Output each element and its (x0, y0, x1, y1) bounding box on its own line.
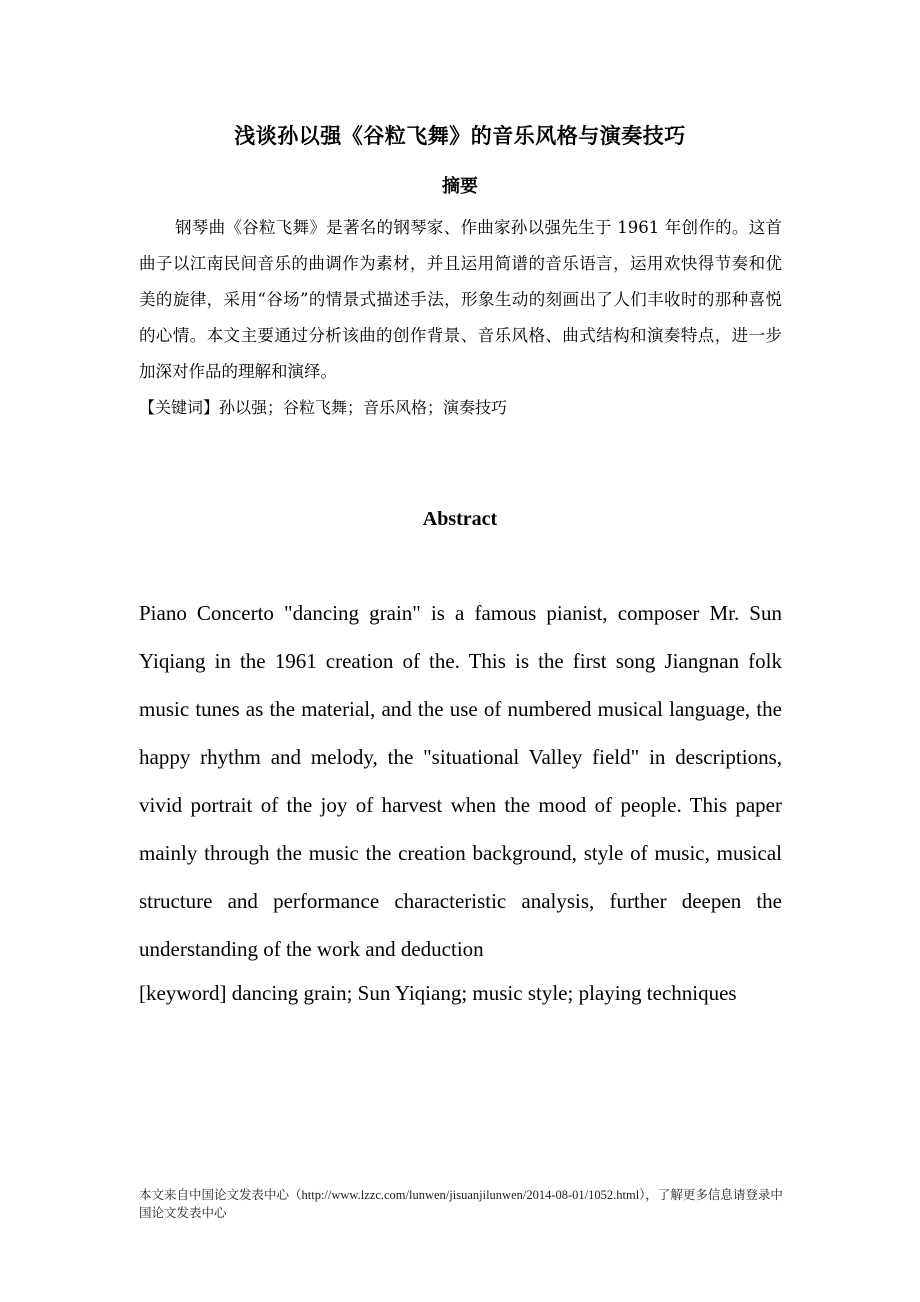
chinese-abstract-body: 钢琴曲《谷粒飞舞》是著名的钢琴家、作曲家孙以强先生于 1961 年创作的。这首曲子以江南民间音乐的曲调作为素材，并且运用简谱的音乐语言，运用欢快得节奏和优美的旋律，采用“谷场”的情景式描述手法，形象生动的刻画出了人们丰收时的那种喜悦的心情。本文主要通过分析该曲的创作背景、音乐风格、曲式结构和演奏特点，进一步加深对作品的理解和演绎。 (139, 218, 782, 381)
chinese-abstract-heading: 摘要 (442, 176, 478, 197)
english-keywords: [keyword] dancing grain; Sun Yiqiang; music style; playing techniques (139, 981, 737, 1005)
english-abstract-heading: Abstract (422, 508, 498, 530)
source-footer: 本文来自中国论文发表中心（http://www.lzzc.com/lunwen/jisuanjilunwen/2014-08-01/1052.html），了解更多信息请登录中国论文发表中心 (139, 1188, 783, 1220)
paper-title: 浅谈孙以强《谷粒飞舞》的音乐风格与演奏技巧 (234, 124, 686, 148)
english-abstract-body: Piano Concerto "dancing grain" is a famous pianist, composer Mr. Sun Yiqiang in the 1961 creation of the. This is the first song Jiangnan folk music tunes as the material, and the use of numbered musical language, the happy rhythm and melody, the "situational Valley field" in descriptions, vivid portrait of the joy of harvest when the mood of people. This paper mainly through the music the creation background, style of music, musical structure and performance characteristic analysis, further deepen the understanding of the work and deduction (139, 601, 782, 961)
chinese-keywords: 【关键词】孙以强；谷粒飞舞；音乐风格；演奏技巧 (139, 398, 508, 417)
